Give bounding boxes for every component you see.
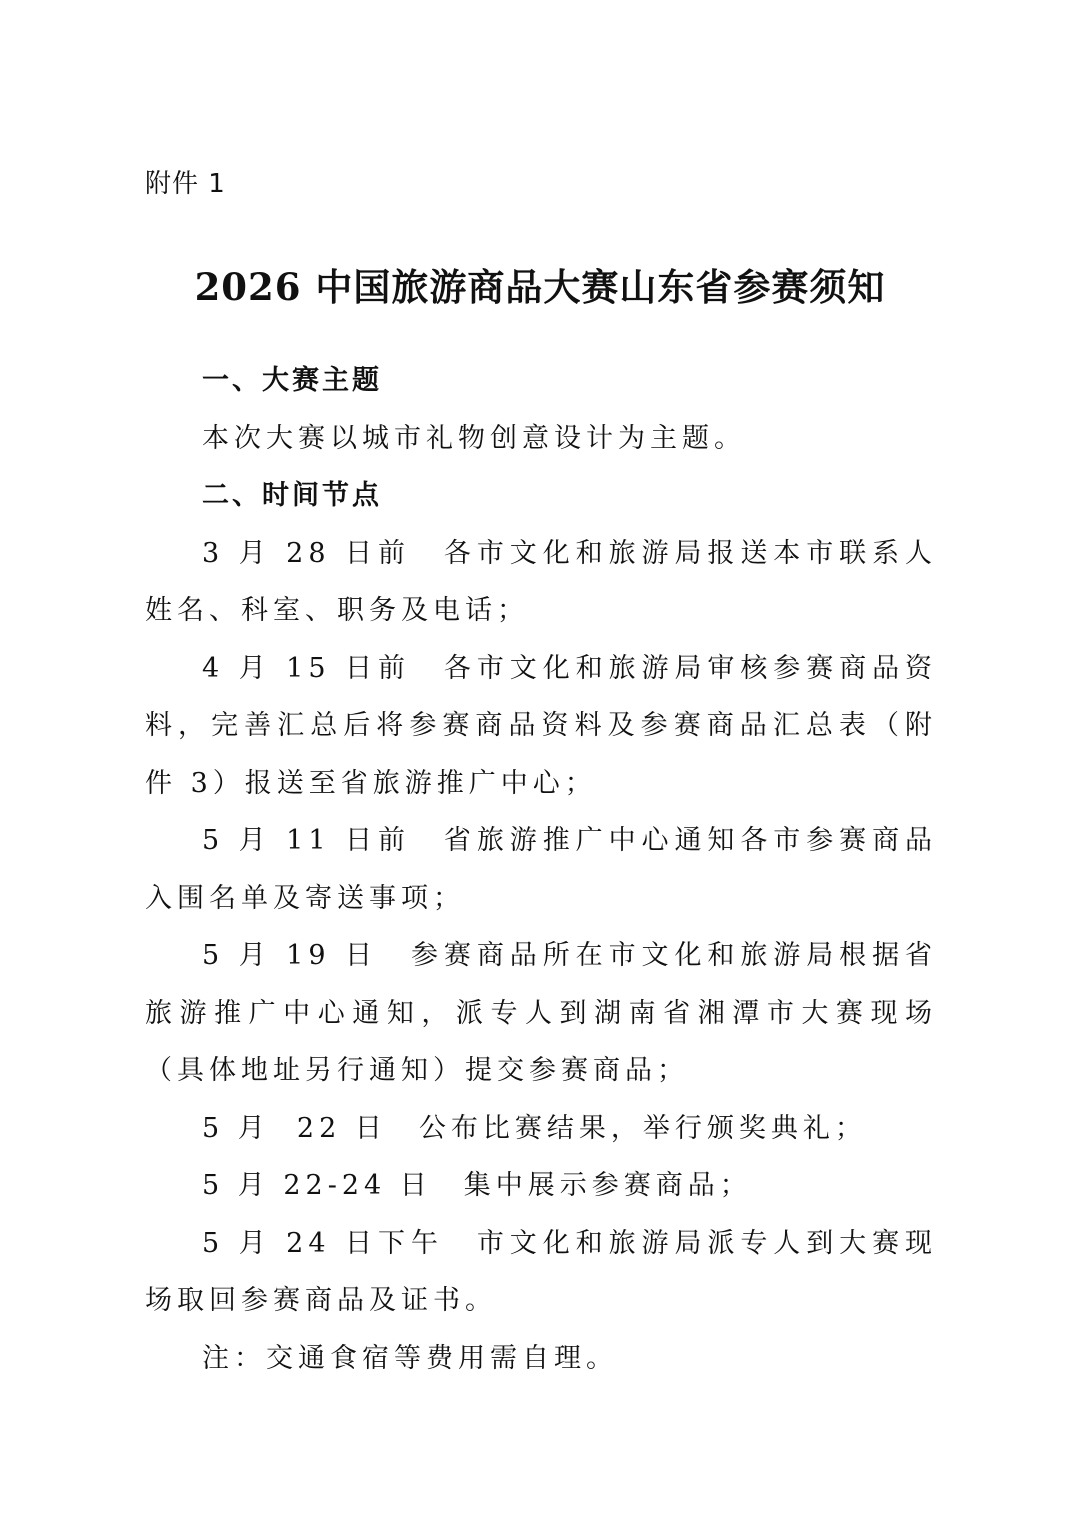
attachment-label: 附件 1 [145, 169, 226, 199]
timeline-text: 参赛商品所在市文化和旅游局根据省旅游推广中心通知，派专人到湖南省湘潭市大赛现场（具体地址另行通知）提交参赛商品； [145, 940, 938, 1086]
timeline-item-4 [145, 927, 937, 1100]
timeline-text: 各市文化和旅游局审核参赛商品资料，完善汇总后将参赛商品资料及参赛商品汇总表（附件 3）报送至省旅游推广中心； [145, 652, 938, 799]
timeline-item-1 [145, 525, 937, 640]
note-paragraph: 注：交通食宿等费用需自理。 [202, 1342, 618, 1374]
section-heading-theme: 一、大赛主题 [202, 365, 382, 396]
timeline-item-2 [145, 640, 937, 813]
timeline-item-7 [145, 1215, 937, 1330]
timeline-date: 5 月 22 日 [202, 1112, 387, 1144]
timeline-text: 市文化和旅游局派专人到大赛现场取回参赛商品及证书。 [145, 1227, 938, 1316]
section-heading-timeline: 二、时间节点 [202, 480, 382, 511]
timeline-text: 各市文化和旅游局报送本市联系人姓名、科室、职务及电话； [145, 537, 938, 626]
timeline-item-6 [145, 1157, 937, 1215]
document-title: 2026 中国旅游商品大赛山东省参赛须知 [194, 265, 886, 309]
timeline-item-3 [145, 812, 937, 927]
timeline-date: 4 月 15 日前 [202, 652, 411, 684]
timeline-date: 3 月 28 日前 [202, 537, 411, 569]
timeline-text: 省旅游推广中心通知各市参赛商品入围名单及寄送事项； [145, 825, 938, 914]
timeline-date: 5 月 19 日 [202, 940, 378, 971]
timeline-date: 5 月 22-24 日 [202, 1170, 432, 1201]
theme-paragraph: 本次大赛以城市礼物创意设计为主题。 [202, 422, 746, 454]
timeline-item-5 [145, 1100, 937, 1158]
timeline-date: 5 月 24 日下午 [202, 1227, 444, 1259]
document-body [145, 352, 937, 1387]
timeline-date: 5 月 11 日前 [202, 825, 411, 856]
timeline-text: 公布比赛结果，举行颁奖典礼； [418, 1112, 867, 1144]
timeline-text: 集中展示参赛商品； [463, 1170, 752, 1201]
